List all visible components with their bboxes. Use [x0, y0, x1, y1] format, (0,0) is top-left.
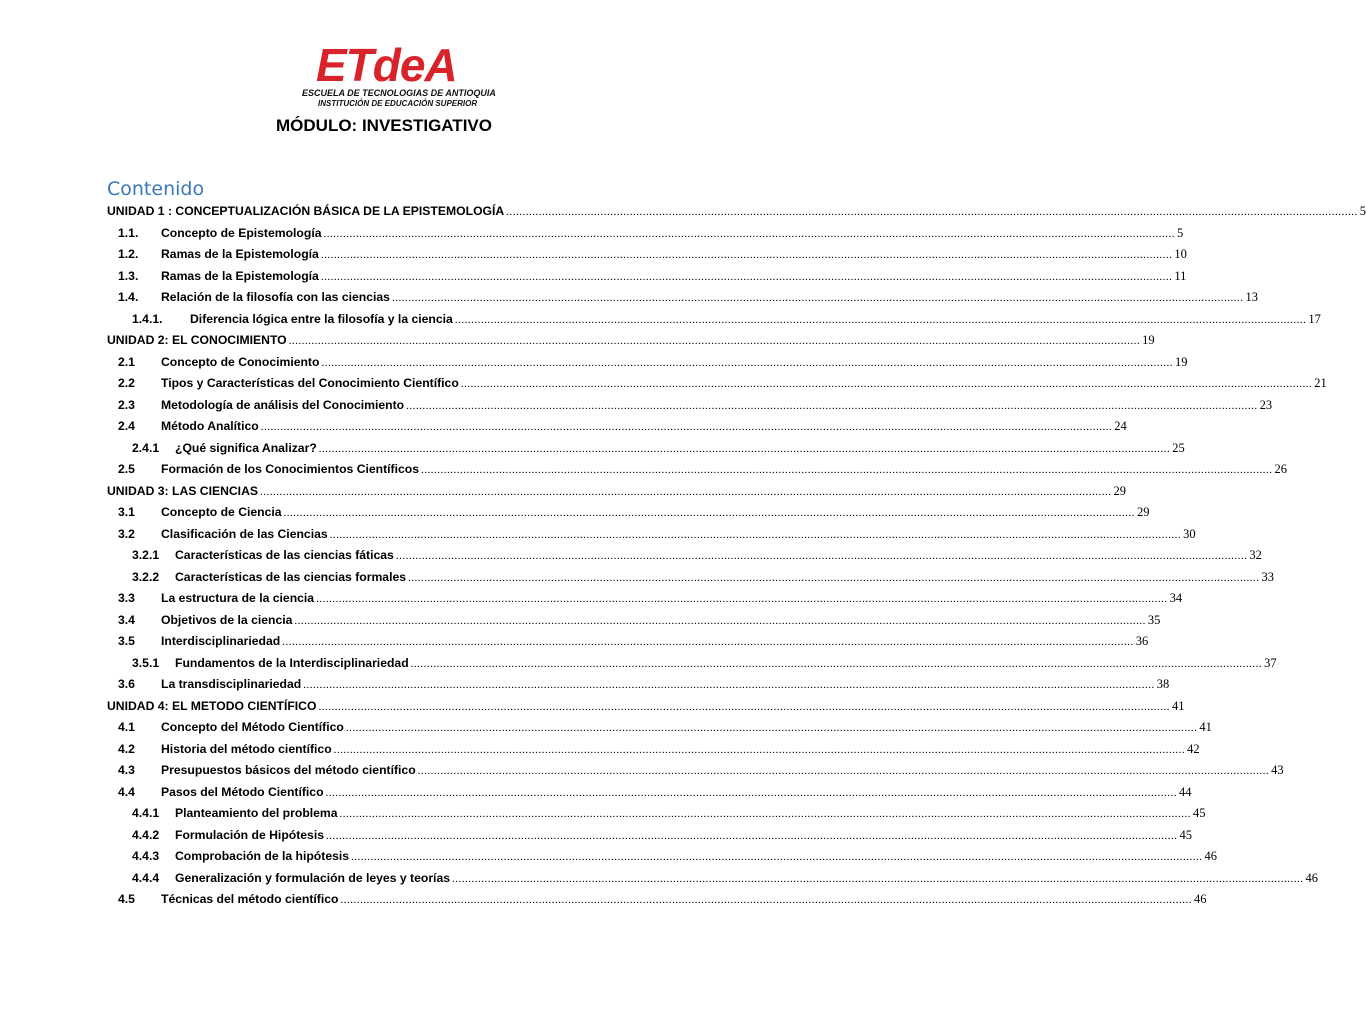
toc-entry-number: 3.3 [118, 591, 135, 605]
toc-entry-page-number[interactable]: 10 [1174, 247, 1187, 261]
toc-entry-title[interactable]: La transdisciplinariedad [161, 677, 302, 691]
toc-entry-title[interactable]: Historia del método científico [161, 741, 332, 756]
toc-entry-page-number[interactable]: 19 [1174, 354, 1188, 369]
toc-dot-leader [284, 507, 1136, 519]
toc-entry-page-number[interactable]: 30 [1183, 526, 1196, 541]
toc-entry-page-number[interactable]: 35 [1147, 612, 1161, 627]
toc-entry[interactable] [0, 505, 1150, 526]
toc-entry-page-number[interactable]: 38 [1156, 677, 1170, 691]
toc-entry[interactable] [0, 892, 1207, 913]
toc-entry-title[interactable]: Concepto de Ciencia [161, 505, 282, 519]
toc-entry-page-number[interactable]: 23 [1259, 397, 1273, 412]
toc-entry-page-number[interactable]: 45 [1193, 806, 1206, 820]
toc-entry-title[interactable]: Método Analítico [161, 419, 259, 433]
toc-dot-leader [334, 744, 1186, 756]
toc-entry-page-number[interactable]: 33 [1261, 569, 1275, 584]
toc-entry-page-number[interactable]: 46 [1193, 892, 1207, 906]
logo-wordmark [316, 40, 457, 90]
toc-dot-leader [260, 486, 1112, 498]
toc-entry-title[interactable]: Relación de la filosofía con las ciencias [161, 290, 390, 304]
toc-entry-title[interactable]: Formación de los Conocimientos Científicos [161, 462, 420, 476]
toc-entry[interactable] [0, 763, 1284, 784]
toc-entry[interactable] [0, 806, 1206, 827]
toc-entry-page-number[interactable]: 17 [1308, 311, 1321, 326]
toc-entry[interactable] [0, 268, 1187, 290]
toc-entry[interactable] [0, 720, 1212, 741]
toc-entry-title[interactable]: Metodología de análisis del Conocimiento [161, 397, 405, 412]
toc-dot-leader [461, 378, 1313, 390]
toc-entry-page-number[interactable]: 34 [1169, 591, 1183, 605]
toc-entry-title[interactable]: Diferencia lógica entre la filosofía y la ciencia [190, 311, 453, 326]
toc-entry-number: 4.1 [118, 720, 135, 734]
toc-entry-number: 1.1. [118, 225, 139, 240]
toc-dot-leader [340, 894, 1192, 906]
toc-entry[interactable] [0, 440, 1185, 462]
toc-entry-number: 2.5 [118, 462, 135, 476]
toc-dot-leader [411, 658, 1263, 670]
toc-entry[interactable] [0, 548, 1262, 569]
toc-entry-page-number[interactable]: 24 [1114, 419, 1127, 433]
toc-dot-leader [261, 421, 1113, 433]
toc-entry[interactable] [0, 225, 1184, 247]
toc-entry-number: 2.1 [118, 354, 135, 369]
module-title: MÓDULO: INVESTIGATIVO [276, 116, 492, 135]
toc-entry-number: 4.4.2 [132, 827, 160, 842]
toc-dot-leader [289, 335, 1141, 347]
toc-entry-page-number[interactable]: 36 [1135, 634, 1149, 648]
toc-entry-page-number[interactable]: 46 [1305, 870, 1319, 885]
toc-entry-number: 3.6 [118, 677, 135, 691]
toc-entry-title[interactable]: Objetivos de la ciencia [161, 612, 293, 627]
toc-entry-title[interactable]: Planteamiento del problema [175, 806, 338, 820]
toc-entry-page-number[interactable]: 13 [1245, 290, 1258, 304]
toc-entry-page-number[interactable]: 29 [1113, 483, 1126, 498]
toc-dot-leader [321, 357, 1173, 369]
toc-dot-leader [282, 636, 1134, 648]
toc-entry[interactable] [0, 376, 1327, 397]
toc-entry-title[interactable]: UNIDAD 3: LAS CIENCIAS [107, 483, 258, 498]
toc-entry-number: 4.3 [118, 763, 135, 777]
toc-entry-page-number[interactable]: 44 [1179, 784, 1192, 799]
toc-entry-page-number[interactable]: 25 [1172, 440, 1185, 455]
toc-entry-number: 2.2 [118, 376, 135, 390]
toc-dot-leader [396, 550, 1248, 562]
toc-entry-number: 3.2.1 [132, 548, 160, 562]
toc-entry-number: 3.5 [118, 634, 135, 648]
toc-entry-number: 4.4.4 [132, 870, 160, 885]
toc-entry-number: 4.5 [118, 892, 135, 906]
toc-dot-leader [421, 464, 1273, 476]
toc-entry-title[interactable]: Generalización y formulación de leyes y teorías [175, 870, 451, 885]
toc-entry[interactable] [0, 698, 1185, 720]
toc-entry[interactable] [0, 333, 1155, 354]
toc-entry-title[interactable]: La estructura de la ciencia [161, 591, 315, 605]
toc-entry-number: 1.4. [118, 290, 139, 304]
toc-dot-leader [326, 787, 1178, 799]
toc-entry-page-number[interactable]: 19 [1142, 333, 1155, 347]
toc-dot-leader [321, 249, 1173, 261]
toc-dot-leader [452, 873, 1304, 885]
toc-entry-page-number[interactable]: 21 [1314, 376, 1327, 390]
toc-dot-leader [294, 615, 1146, 627]
toc-entry[interactable] [0, 483, 1126, 505]
toc-entry-number: 4.2 [118, 741, 135, 756]
toc-entry-title[interactable]: UNIDAD 2: EL CONOCIMIENTO [107, 333, 287, 347]
toc-entry-number: 3.2 [118, 526, 135, 541]
toc-entry-title[interactable]: Clasificación de las Ciencias [161, 526, 328, 541]
logo-institution-subtitle: INSTITUCIÓN DE EDUCACIÓN SUPERIOR [318, 99, 478, 108]
toc-entry-page-number[interactable]: 37 [1264, 655, 1277, 670]
toc-entry-number: 2.4 [118, 419, 135, 433]
toc-dot-leader [455, 314, 1307, 326]
toc-entry[interactable] [0, 741, 1200, 763]
toc-entry-number: 3.5.1 [132, 655, 160, 670]
toc-entry-page-number[interactable]: 41 [1171, 698, 1185, 713]
toc-dot-leader [351, 851, 1203, 863]
toc-entry-title[interactable]: UNIDAD 1 : CONCEPTUALIZACIÓN BÁSICA DE LA EPISTEMOLOGÍA [107, 204, 505, 218]
toc-entry-page-number[interactable]: 5 [1177, 225, 1184, 240]
toc-entry-page-number[interactable]: 11 [1174, 268, 1187, 283]
toc-dot-leader [321, 271, 1173, 283]
toc-entry[interactable] [0, 462, 1288, 483]
toc-entry[interactable] [0, 204, 1366, 225]
toc-entry-title[interactable]: Fundamentos de la Interdisciplinariedad [175, 655, 409, 670]
toc-entry[interactable] [0, 354, 1188, 376]
toc-dot-leader [303, 679, 1155, 691]
logo-wordmark-text: ETdeA [316, 39, 457, 91]
toc-entry-title[interactable]: Características de las ciencias formales [175, 569, 407, 584]
toc-entry-number: 4.4.3 [132, 849, 160, 863]
toc-entry-number: 2.3 [118, 397, 135, 412]
toc-dot-leader [319, 443, 1171, 455]
toc-entry-page-number[interactable]: 32 [1249, 548, 1262, 562]
toc-entry[interactable] [0, 784, 1192, 806]
toc-entry-page-number[interactable]: 46 [1204, 849, 1218, 863]
toc-entry[interactable] [0, 526, 1196, 548]
toc-entry-title[interactable]: Concepto de Conocimiento [161, 354, 320, 369]
toc-entry-number: 1.2. [118, 247, 139, 261]
toc-entry-title[interactable]: Formulación de Hipótesis [175, 827, 324, 842]
toc-dot-leader [392, 292, 1244, 304]
toc-entry-number: 1.3. [118, 268, 139, 283]
toc-entry-title[interactable]: Tipos y Características del Conocimiento Científico [161, 376, 459, 390]
toc-entry[interactable] [0, 311, 1321, 333]
toc-entry-title[interactable]: Interdisciplinariedad [161, 634, 281, 648]
toc-entry-number: 3.4 [118, 612, 135, 627]
contents-heading: Contenido [107, 178, 205, 200]
toc-entry-number: 3.1 [118, 505, 135, 519]
toc-entry[interactable] [0, 397, 1273, 419]
toc-dot-leader [318, 701, 1170, 713]
toc-entry-number: 3.2.2 [132, 569, 160, 584]
toc-entry-title[interactable]: Ramas de la Epistemología [161, 268, 319, 283]
logo-institution-name: ESCUELA DE TECNOLOGIAS DE ANTIOQUIA [302, 88, 496, 98]
toc-entry[interactable] [0, 569, 1275, 591]
etdea-logo [300, 40, 500, 112]
toc-dot-leader [316, 593, 1168, 605]
toc-entry[interactable] [0, 419, 1127, 440]
toc-entry-number: 4.4 [118, 784, 135, 799]
toc-entry[interactable] [0, 849, 1218, 870]
toc-entry[interactable] [0, 612, 1161, 634]
toc-entry-page-number[interactable]: 43 [1271, 763, 1284, 777]
toc-entry[interactable] [0, 591, 1183, 612]
toc-entry-title[interactable]: Pasos del Método Científico [161, 784, 324, 799]
toc-entry-page-number[interactable]: 41 [1199, 720, 1212, 734]
toc-entry-page-number[interactable]: 42 [1187, 741, 1200, 756]
toc-entry-title[interactable]: Presupuestos básicos del método científico [161, 763, 416, 777]
toc-entry-title[interactable]: ¿Qué significa Analizar? [175, 440, 317, 455]
toc-entry-title[interactable]: Concepto del Método Científico [161, 720, 344, 734]
toc-entry-page-number[interactable]: 45 [1179, 827, 1192, 842]
toc-entry-page-number[interactable]: 26 [1274, 462, 1288, 476]
toc-entry-title[interactable]: UNIDAD 4: EL METODO CIENTÍFICO [107, 698, 317, 713]
toc-dot-leader [330, 529, 1182, 541]
toc-entry-title[interactable]: Características de las ciencias fáticas [175, 548, 394, 562]
toc-entry-page-number[interactable]: 5 [1359, 204, 1366, 218]
toc-dot-leader [506, 206, 1358, 218]
toc-entry-title[interactable]: Ramas de la Epistemología [161, 247, 319, 261]
toc-entry-page-number[interactable]: 29 [1137, 505, 1150, 519]
toc-dot-leader [326, 830, 1178, 842]
toc-entry[interactable] [0, 290, 1258, 311]
toc-entry-title[interactable]: Comprobación de la hipótesis [175, 849, 350, 863]
toc-dot-leader [346, 722, 1198, 734]
toc-dot-leader [408, 572, 1260, 584]
toc-entry[interactable] [0, 634, 1149, 655]
toc-entry-title[interactable]: Concepto de Epistemología [161, 225, 322, 240]
toc-entry-number: 1.4.1. [132, 311, 163, 326]
toc-entry-title[interactable]: Técnicas del método científico [161, 892, 339, 906]
toc-dot-leader [340, 808, 1192, 820]
toc-dot-leader [418, 765, 1270, 777]
toc-entry[interactable] [0, 677, 1170, 698]
toc-dot-leader [406, 400, 1258, 412]
toc-entry[interactable] [0, 655, 1277, 677]
toc-dot-leader [324, 228, 1176, 240]
toc-entry[interactable] [0, 247, 1187, 268]
toc-entry-number: 2.4.1 [132, 440, 160, 455]
toc-entry-number: 4.4.1 [132, 806, 160, 820]
toc-entry[interactable] [0, 870, 1319, 892]
toc-entry[interactable] [0, 827, 1192, 849]
